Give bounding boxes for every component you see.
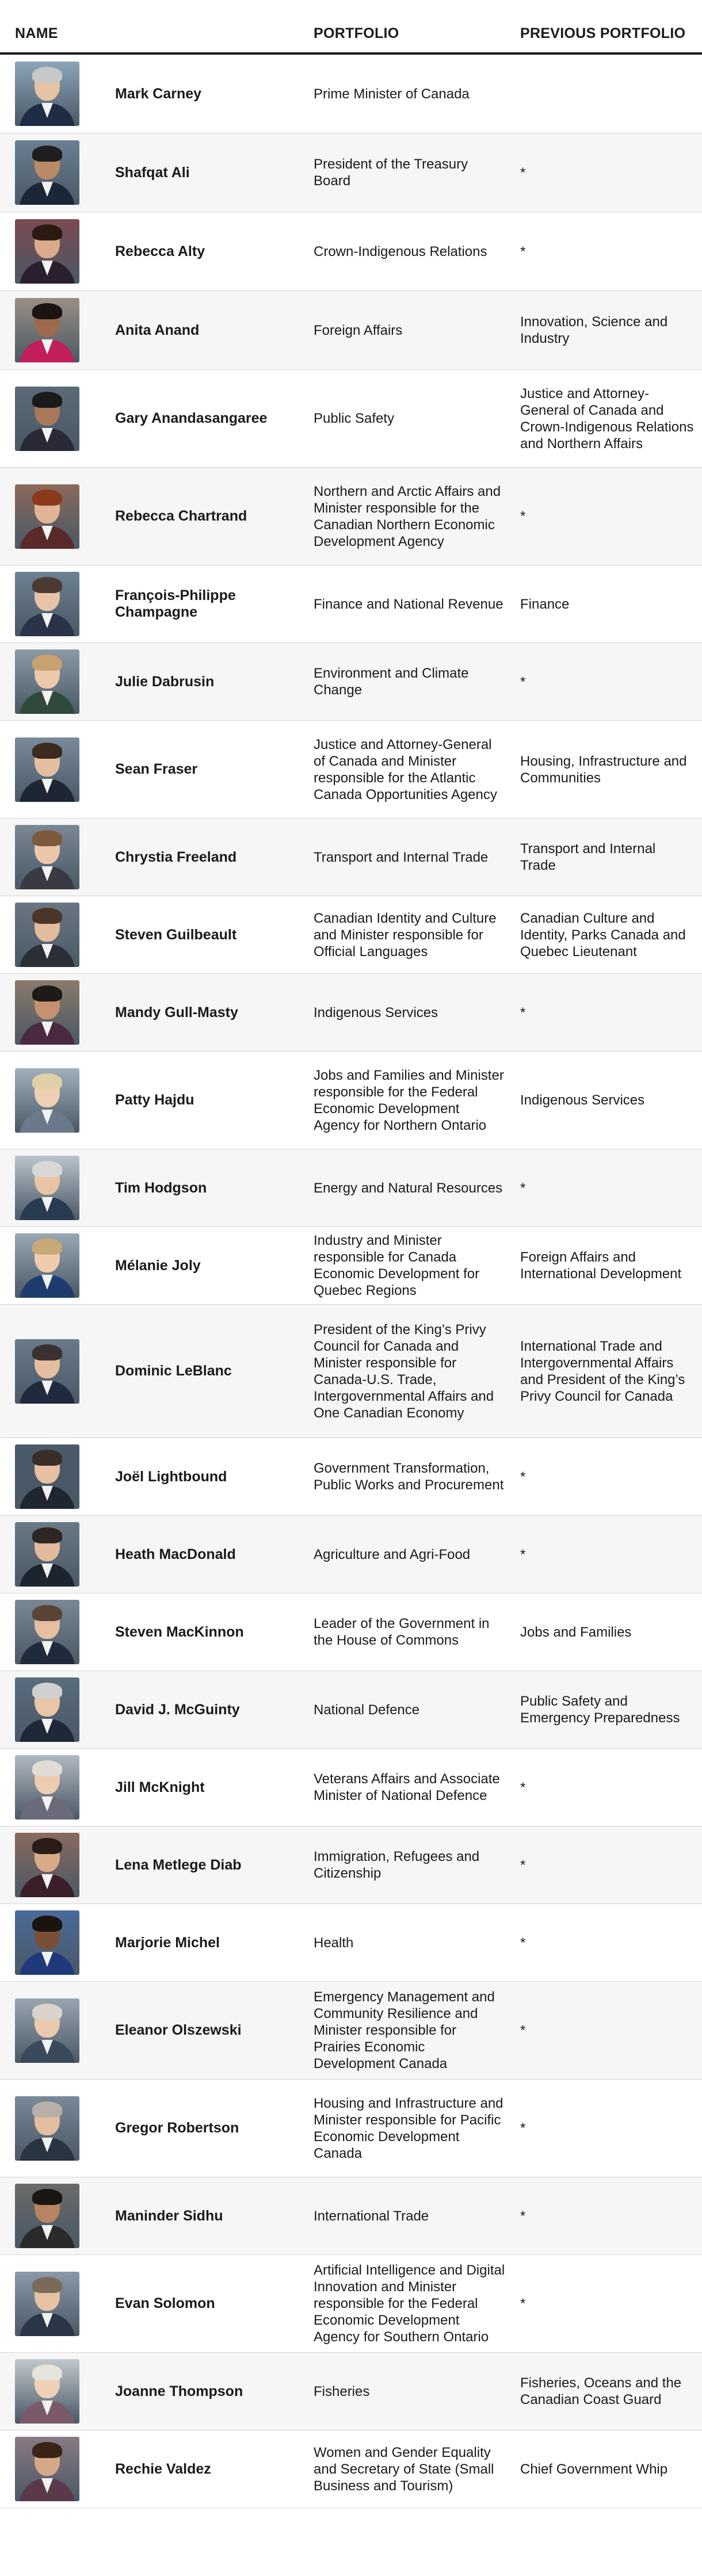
previous-portfolio-cell: * <box>520 509 526 524</box>
minister-name: Maninder Sidhu <box>115 2207 223 2224</box>
portrait-photo <box>15 903 79 967</box>
table-row <box>0 643 702 721</box>
table-body <box>0 55 702 2508</box>
table-row <box>0 1593 702 1671</box>
portfolio-cell: Canadian Identity and Culture and Minister responsible for Official Languages <box>314 910 497 960</box>
table-row <box>0 1671 702 1749</box>
table-row <box>0 1749 702 1826</box>
portrait-photo <box>15 1068 79 1133</box>
previous-portfolio-cell: * <box>520 1779 526 1795</box>
table-row <box>0 370 702 468</box>
table-row <box>0 1227 702 1305</box>
portrait-photo <box>15 387 79 451</box>
photo-cell <box>0 572 115 636</box>
photo-cell <box>0 387 115 451</box>
table-row <box>0 896 702 974</box>
minister-name: Rebecca Alty <box>115 243 205 259</box>
minister-name: Tim Hodgson <box>115 1179 207 1196</box>
table-row <box>0 819 702 896</box>
portfolio-cell: Indigenous Services <box>314 1004 438 1021</box>
header-name: NAME <box>15 25 58 41</box>
header-portfolio: PORTFOLIO <box>314 25 399 41</box>
minister-name: Joël Lightbound <box>115 1468 227 1485</box>
photo-cell <box>0 1522 115 1587</box>
portfolio-cell: Environment and Climate Change <box>314 666 469 698</box>
previous-portfolio-cell: Foreign Affairs and International Development <box>520 1249 682 1282</box>
previous-portfolio-cell: * <box>520 1935 526 1951</box>
portfolio-cell: Finance and National Revenue <box>314 596 503 612</box>
previous-portfolio-cell: Public Safety and Emergency Preparedness <box>520 1694 680 1726</box>
minister-name: Joanne Thompson <box>115 2383 243 2399</box>
table-header <box>0 0 702 55</box>
portrait-photo <box>15 298 79 362</box>
portrait-photo <box>15 1156 79 1220</box>
table-row <box>0 2080 702 2177</box>
portrait-photo <box>15 1444 79 1509</box>
portfolio-cell: Health <box>314 1935 354 1951</box>
portfolio-cell: Immigration, Refugees and Citizenship <box>314 1849 480 1881</box>
portfolio-cell: Artificial Intelligence and Digital Innovation and Minister responsible for the Federal Economic Development Agency for Southern Ontario <box>314 2262 505 2345</box>
minister-name: Heath MacDonald <box>115 1546 236 1562</box>
photo-cell <box>0 1910 115 1975</box>
portfolio-cell: Women and Gender Equality and Secretary of State (Small Business and Tourism) <box>314 2444 494 2494</box>
portrait-photo <box>15 1339 79 1404</box>
table-row <box>0 1516 702 1593</box>
photo-cell <box>0 1677 115 1742</box>
portfolio-cell: International Trade <box>314 2208 429 2224</box>
previous-portfolio-cell: * <box>520 165 526 181</box>
minister-name: François-Philippe Champagne <box>115 587 236 620</box>
minister-name: Mélanie Joly <box>115 1257 201 1274</box>
minister-name: Rebecca Chartrand <box>115 508 247 524</box>
previous-portfolio-cell: Justice and Attorney-General of Canada and Crown-Indigenous Relations and Northern Affairs <box>520 385 694 452</box>
photo-cell <box>0 1600 115 1664</box>
table-row <box>0 2177 702 2255</box>
photo-cell <box>0 1068 115 1133</box>
table-row <box>0 1438 702 1516</box>
previous-portfolio-cell: * <box>520 2023 526 2038</box>
portrait-photo <box>15 1522 79 1587</box>
photo-cell <box>0 2096 115 2161</box>
table-row <box>0 2353 702 2430</box>
portfolio-cell: Prime Minister of Canada <box>314 86 470 102</box>
portrait-photo <box>15 2184 79 2248</box>
minister-name: Sean Fraser <box>115 761 198 777</box>
portrait-photo <box>15 1233 79 1298</box>
photo-cell <box>0 140 115 205</box>
minister-name: Patty Hajdu <box>115 1092 194 1108</box>
previous-portfolio-cell: Jobs and Families <box>520 1624 632 1640</box>
photo-cell <box>0 1444 115 1509</box>
portfolio-cell: Transport and Internal Trade <box>314 849 489 865</box>
portfolio-cell: Crown-Indigenous Relations <box>314 243 487 259</box>
portrait-photo <box>15 62 79 126</box>
minister-name: Steven Guilbeault <box>115 926 237 943</box>
portrait-photo <box>15 572 79 636</box>
minister-name: Chrystia Freeland <box>115 849 237 865</box>
minister-name: Gregor Robertson <box>115 2120 239 2136</box>
portfolio-cell: President of the King’s Privy Council for Canada and Minister responsible for Canada-U.S. Trade, Intergovernmental Affairs and One Canadian Economy <box>314 1321 494 1421</box>
minister-name: David J. McGuinty <box>115 1701 240 1718</box>
portrait-photo <box>15 2272 79 2336</box>
photo-cell <box>0 980 115 1045</box>
table-row <box>0 468 702 565</box>
portrait-photo <box>15 980 79 1045</box>
portrait-photo <box>15 649 79 714</box>
previous-portfolio-cell: Finance <box>520 596 570 612</box>
photo-cell <box>0 1755 115 1820</box>
table-row <box>0 1826 702 1904</box>
portrait-photo <box>15 1910 79 1975</box>
portfolio-cell: National Defence <box>314 1702 420 1718</box>
previous-portfolio-cell: * <box>520 2296 526 2311</box>
table-row <box>0 1904 702 1982</box>
portfolio-cell: Justice and Attorney-General of Canada and Minister responsible for the Atlantic Canada Opportunities Agency <box>314 736 497 802</box>
photo-cell <box>0 825 115 889</box>
photo-cell <box>0 484 115 549</box>
portrait-photo <box>15 2096 79 2161</box>
previous-portfolio-cell: * <box>520 2208 526 2224</box>
portrait-photo <box>15 1998 79 2063</box>
previous-portfolio-cell: * <box>520 1004 526 1021</box>
previous-portfolio-cell: Innovation, Science and Industry <box>520 314 668 346</box>
portfolio-cell: Housing and Infrastructure and Minister responsible for Pacific Economic Development Canada <box>314 2095 503 2161</box>
portfolio-cell: Fisheries <box>314 2383 370 2399</box>
table-row <box>0 1305 702 1438</box>
previous-portfolio-cell: * <box>520 2120 526 2136</box>
table-row <box>0 1149 702 1227</box>
photo-cell <box>0 62 115 126</box>
minister-name: Gary Anandasangaree <box>115 410 268 426</box>
photo-cell <box>0 1998 115 2063</box>
previous-portfolio-cell: Fisheries, Oceans and the Canadian Coast Guard <box>520 2375 682 2407</box>
portfolio-cell: Public Safety <box>314 411 395 426</box>
photo-cell <box>0 2359 115 2424</box>
photo-cell <box>0 219 115 284</box>
portrait-photo <box>15 1677 79 1742</box>
previous-portfolio-cell: International Trade and Intergovernmental Affairs and President of the King’s Privy Council for Canada <box>520 1338 685 1404</box>
previous-portfolio-cell: Chief Government Whip <box>520 2461 668 2477</box>
table-row <box>0 721 702 819</box>
table-row <box>0 212 702 291</box>
portrait-photo <box>15 737 79 802</box>
table-row <box>0 291 702 370</box>
portfolio-cell: Energy and Natural Resources <box>314 1180 503 1196</box>
portfolio-cell: Veterans Affairs and Associate Minister of National Defence <box>314 1771 500 1803</box>
photo-cell <box>0 1233 115 1298</box>
portfolio-cell: President of the Treasury Board <box>314 156 468 189</box>
portrait-photo <box>15 825 79 889</box>
minister-name: Dominic LeBlanc <box>115 1363 232 1379</box>
photo-cell <box>0 2272 115 2336</box>
portrait-photo <box>15 219 79 284</box>
photo-cell <box>0 2437 115 2501</box>
previous-portfolio-cell: Canadian Culture and Identity, Parks Canada and Quebec Lieutenant <box>520 910 686 960</box>
previous-portfolio-cell: * <box>520 1180 526 1196</box>
photo-cell <box>0 649 115 714</box>
previous-portfolio-cell: * <box>520 1469 526 1485</box>
portfolio-cell: Emergency Management and Community Resilience and Minister responsible for Prairies Economic Development Canada <box>314 1989 495 2071</box>
minister-name: Mark Carney <box>115 85 202 102</box>
portfolio-cell: Jobs and Families and Minister responsible for the Federal Economic Development Agency for Northern Ontario <box>314 1067 504 1133</box>
portfolio-cell: Northern and Arctic Affairs and Minister responsible for the Canadian Northern Economic Development Agency <box>314 483 501 549</box>
portfolio-cell: Agriculture and Agri-Food <box>314 1546 471 1562</box>
portrait-photo <box>15 2359 79 2424</box>
minister-name: Anita Anand <box>115 322 200 338</box>
table-row <box>0 1052 702 1149</box>
table-row <box>0 2430 702 2508</box>
header-previous-portfolio: PREVIOUS PORTFOLIO <box>520 25 686 41</box>
previous-portfolio-cell: * <box>520 243 526 259</box>
table-row <box>0 974 702 1052</box>
photo-cell <box>0 298 115 362</box>
portfolio-cell: Foreign Affairs <box>314 322 403 338</box>
photo-cell <box>0 1833 115 1897</box>
portrait-photo <box>15 1755 79 1820</box>
table-row <box>0 55 702 133</box>
photo-cell <box>0 2184 115 2248</box>
previous-portfolio-cell: Transport and Internal Trade <box>520 841 656 873</box>
minister-name: Eleanor Olszewski <box>115 2022 242 2038</box>
minister-name: Rechie Valdez <box>115 2460 211 2477</box>
photo-cell <box>0 1156 115 1220</box>
minister-name: Lena Metlege Diab <box>115 1856 242 1873</box>
minister-name: Shafqat Ali <box>115 164 190 181</box>
table-row <box>0 1982 702 2080</box>
table-row <box>0 133 702 212</box>
previous-portfolio-cell: Indigenous Services <box>520 1092 645 1108</box>
minister-name: Mandy Gull-Masty <box>115 1004 238 1021</box>
portrait-photo <box>15 140 79 205</box>
portrait-photo <box>15 484 79 549</box>
portfolio-cell: Industry and Minister responsible for Canada Economic Development for Quebec Regions <box>314 1233 480 1298</box>
minister-name: Steven MacKinnon <box>115 1623 244 1640</box>
previous-portfolio-cell: * <box>520 1546 526 1562</box>
minister-name: Jill McKnight <box>115 1779 205 1795</box>
previous-portfolio-cell: * <box>520 1857 526 1873</box>
photo-cell <box>0 737 115 802</box>
portrait-photo <box>15 1600 79 1664</box>
photo-cell <box>0 1339 115 1404</box>
minister-name: Evan Solomon <box>115 2295 215 2311</box>
previous-portfolio-cell: * <box>520 674 526 690</box>
minister-name: Marjorie Michel <box>115 1934 220 1951</box>
portrait-photo <box>15 2437 79 2501</box>
table-row <box>0 565 702 643</box>
photo-cell <box>0 903 115 967</box>
portfolio-cell: Leader of the Government in the House of Commons <box>314 1616 490 1648</box>
table-row <box>0 2255 702 2353</box>
portfolio-cell: Government Transformation, Public Works and Procurement <box>314 1461 504 1493</box>
previous-portfolio-cell: Housing, Infrastructure and Communities <box>520 753 687 786</box>
minister-name: Julie Dabrusin <box>115 673 215 690</box>
portrait-photo <box>15 1833 79 1897</box>
